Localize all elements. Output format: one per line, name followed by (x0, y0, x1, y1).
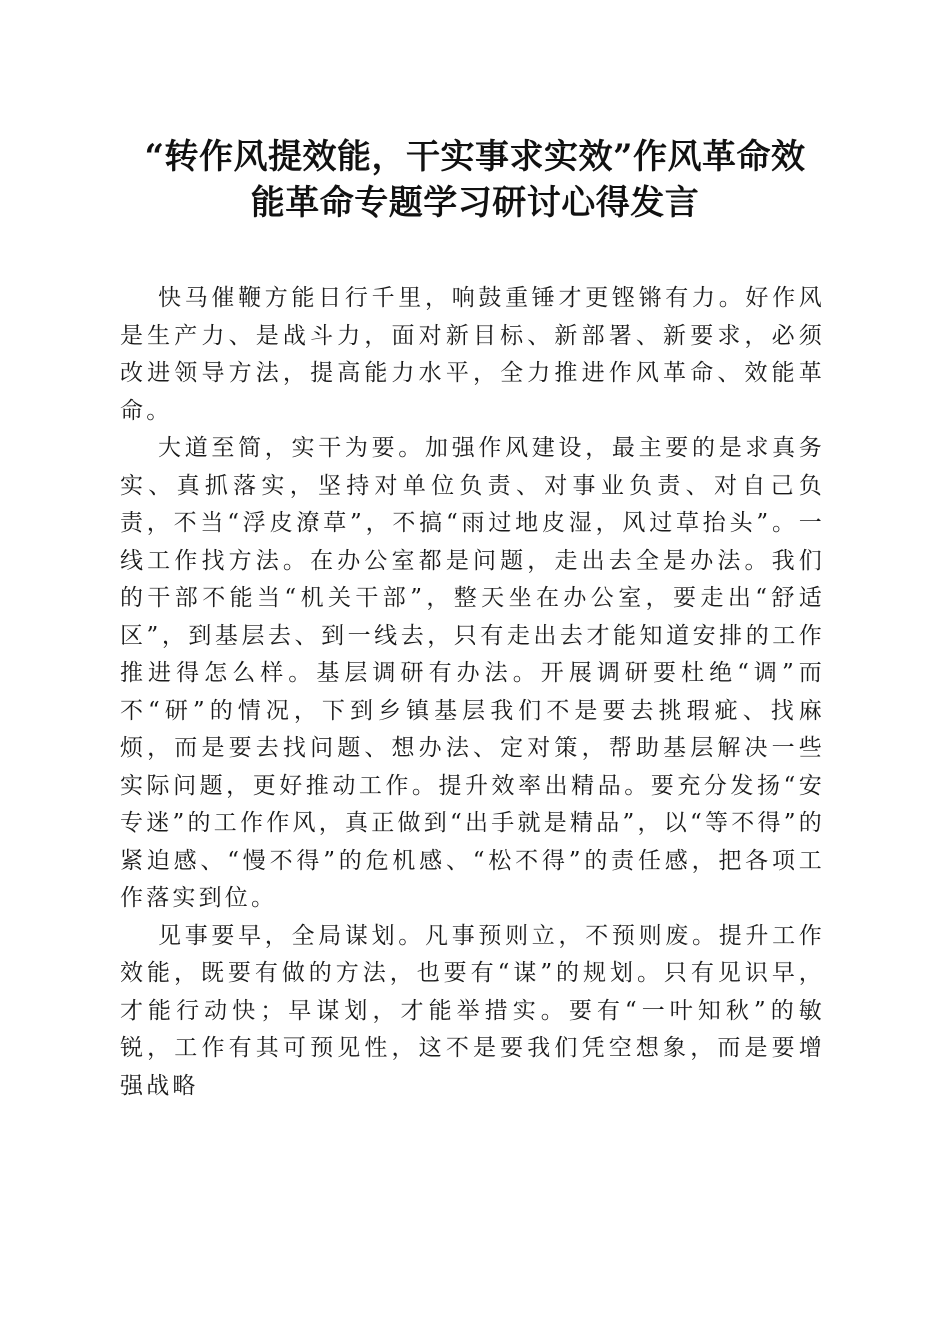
document-title (100, 134, 850, 226)
document-body (120, 280, 825, 1105)
title-line-2: 能革命专题学习研讨心得发言 (250, 183, 700, 223)
paragraph-3: 见事要早，全局谋划。凡事预则立，不预则废。提升工作效能，既要有做的方法，也要有“谋”的规划。只有见识早，才能行动快；早谋划，才能举措实。要有“一叶知秋”的敏锐，工作有其可预见性，这不是要我们凭空想象，而是要增强战略 (120, 922, 825, 1099)
paragraph-2: 大道至简，实干为要。加强作风建设，最主要的是求真务实、真抓落实，坚持对单位负责、对事业负责、对自己负责，不当“浮皮潦草”，不搞“雨过地皮湿，风过草抬头”。一线工作找方法。在办公室都是问题，走出去全是办法。我们的干部不能当“机关干部”，整天坐在办公室，要走出“舒适区”，到基层去、到一线去，只有走出去才能知道安排的工作推进得怎么样。基层调研有办法。开展调研要杜绝“调”而不“研”的情况，下到乡镇基层我们不是要去挑瑕疵、找麻烦，而是要去找问题、想办法、定对策，帮助基层解决一些实际问题，更好推动工作。提升效率出精品。要充分发扬“安专迷”的工作作风，真正做到“出手就是精品”，以“等不得”的紧迫感、“慢不得”的危机感、“松不得”的责任感，把各项工作落实到位。 (120, 435, 825, 911)
title-line-1: “转作风提效能，干实事求实效”作风革命效 (144, 137, 806, 177)
paragraph-1: 快马催鞭方能日行千里，响鼓重锤才更铿锵有力。好作风是生产力、是战斗力，面对新目标、新部署、新要求，必须改进领导方法，提高能力水平，全力推进作风革命、效能革命。 (120, 285, 825, 424)
